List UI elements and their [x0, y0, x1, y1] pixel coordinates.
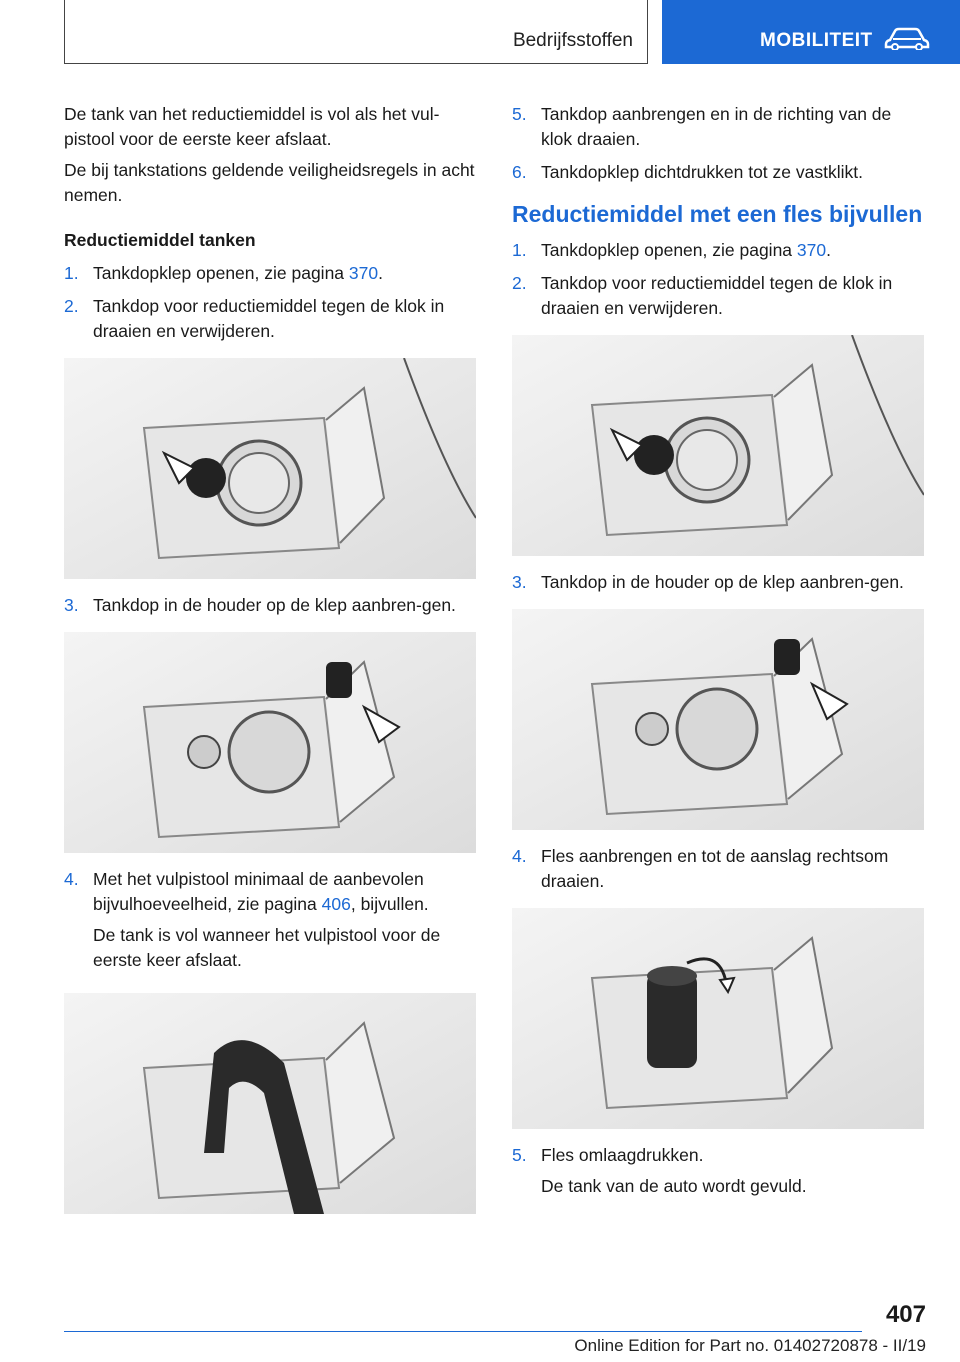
step-item	[64, 261, 476, 286]
page-number: 407	[885, 1301, 926, 1328]
illustration-cap-holder	[64, 632, 476, 853]
step-number: 2.	[512, 273, 527, 293]
step-item	[512, 570, 924, 595]
step-text: Tankdopklep dichtdrukken tot ze vastklikt.	[541, 162, 863, 182]
step-text: Tankdop voor reductiemiddel tegen de klok in draaien en verwijderen.	[541, 273, 893, 318]
page-link[interactable]: 406	[321, 894, 351, 914]
step-item	[512, 102, 924, 152]
step-number: 5.	[512, 1145, 527, 1165]
page-link[interactable]: 370	[348, 263, 379, 283]
step-number: 1.	[512, 240, 527, 260]
step-number: 3.	[64, 595, 79, 615]
step-number: 4.	[64, 869, 79, 889]
step-text: Fles aanbrengen en tot de aanslag rechtsom draaien.	[541, 846, 889, 891]
step-item	[64, 867, 476, 979]
footer-divider	[64, 1331, 862, 1332]
step-text: Met het vulpistool minimaal de aanbevolen bijvulhoeveelheid, zie pagina 406, bijvullen. De tank is vol wanneer het vulpistool voor de eerste keer afslaat.	[93, 867, 476, 979]
step-item	[512, 1143, 924, 1205]
intro-paragraph: De tank van het reductiemiddel is vol als het vul-pistool voor de eerste keer afslaat.	[64, 104, 440, 149]
section-heading: Reductiemiddel met een fles bijvullen	[512, 201, 923, 227]
step-item	[512, 238, 924, 263]
step-item	[512, 844, 924, 894]
car-icon	[884, 26, 930, 50]
footer-edition: Online Edition for Part no. 01402720878 - II/19	[574, 1336, 926, 1355]
step-text: Tankdop aanbrengen en in de richting van de klok draaien.	[541, 104, 892, 149]
step-item	[64, 294, 476, 344]
step-item	[64, 593, 476, 618]
illustration-bottle-attach	[512, 908, 924, 1129]
step-text: Tankdop in de houder op de klep aanbren-gen.	[541, 572, 904, 592]
step-text: Fles omlaagdrukken. De tank van de auto wordt gevuld.	[541, 1143, 924, 1205]
step-number: 4.	[512, 846, 527, 866]
step-number: 3.	[512, 572, 527, 592]
subheading: Reductiemiddel tanken	[64, 230, 256, 250]
header-section-box	[64, 0, 648, 64]
step-text: Tankdopklep openen, zie pagina 370.	[541, 240, 831, 260]
illustration-remove-cap	[64, 358, 476, 579]
page-link[interactable]: 370	[796, 240, 827, 260]
right-column	[512, 102, 924, 1213]
step-note: De tank van de auto wordt gevuld.	[541, 1176, 807, 1196]
intro-paragraph: De bij tankstations geldende veiligheidsregels in acht nemen.	[64, 160, 475, 205]
step-note: De tank is vol wanneer het vulpistool voor de eerste keer afslaat.	[93, 925, 441, 970]
header-section-title: Bedrijfsstoffen	[512, 30, 633, 51]
step-item	[512, 160, 924, 185]
step-item	[512, 271, 924, 321]
illustration-remove-cap	[512, 335, 924, 556]
step-text: Tankdop voor reductiemiddel tegen de klok in draaien en verwijderen.	[93, 296, 445, 341]
header-chapter-tab[interactable]	[662, 0, 960, 64]
step-number: 6.	[512, 162, 527, 182]
step-number: 1.	[64, 263, 79, 283]
header-chapter-label: MOBILITEIT	[760, 30, 873, 51]
step-number: 2.	[64, 296, 79, 316]
illustration-fill-nozzle	[64, 993, 476, 1214]
step-number: 5.	[512, 104, 527, 124]
illustration-cap-holder	[512, 609, 924, 830]
step-text: Tankdopklep openen, zie pagina 370.	[93, 263, 383, 283]
step-text: Tankdop in de houder op de klep aanbren-gen.	[93, 595, 456, 615]
left-column	[64, 102, 476, 1228]
